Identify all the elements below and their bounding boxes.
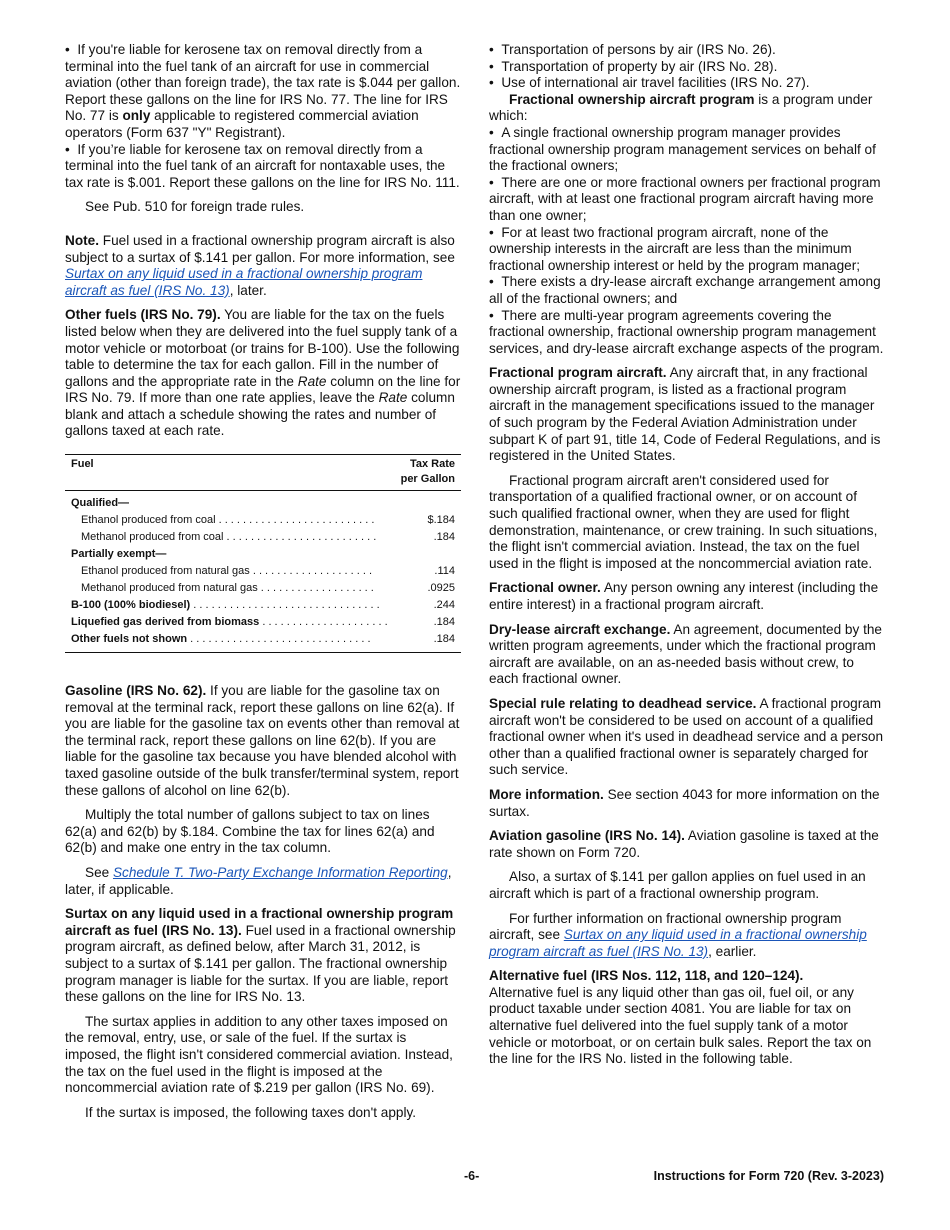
list-item: • Transportation of persons by air (IRS No. 26).: [489, 42, 886, 59]
table-row: Other fuels not shown . . . . . . . . . . . . . . . . . . . . . . . . . . . . . . .184: [65, 631, 461, 653]
note-paragraph: Note. Fuel used in a fractional ownership program aircraft is also subject to a surtax of $.141 per gallon. For more information, see Surtax on any liquid used in a fractional ownership program aircraft as fuel (IRS No. 13), later.: [65, 232, 455, 298]
multiply-paragraph: Multiply the total number of gallons subject to tax on lines 62(a) and 62(b) by $.184. Combine the tax for lines 62(a) and 62(b) and make one entry in the tax column.: [65, 807, 435, 856]
surtax-applies-paragraph: The surtax applies in addition to any other taxes imposed on the removal, entry, use, or sale of the fuel. If the surtax is imposed, the flight isn't considered commercial aviation. Instead, the tax on the fuel used in the flight is imposed at the noncommercial aviation rate of $.219 per gallon (IRS No. 69).: [65, 1013, 453, 1096]
form-title: Instructions for Form 720 (Rev. 3-2023): [653, 1169, 884, 1183]
fractional-program-aircraft-2: Fractional program aircraft aren't considered used for transportation of a qualified fractional owner, or on account of such qualified fractional owner, when they are used for flight demonstration, maintenance, or crew training. In such situations, the flight isn't commercial aviation. Instead, the tax on the fuel used in the flight is imposed at the noncommercial aviation rate.: [489, 472, 878, 571]
table-row: Ethanol produced from natural gas . . . . . . . . . . . . . . . . . . . . .114: [81, 565, 455, 578]
table-row: Methanol produced from natural gas . . . . . . . . . . . . . . . . . . . .0925: [81, 582, 455, 595]
fractional-program-aircraft: Fractional program aircraft. Any aircraft that, in any fractional ownership aircraft program, is listed as a fractional program aircraft in the management specifications issued to the manager of such program by the Federal Aviation Administration under subpart K of part 91, title 14, Code of Federal Regulations, and is registered in the United States.: [489, 365, 881, 464]
right-column: [489, 42, 886, 1076]
list-item: • Transportation of property by air (IRS No. 28).: [489, 59, 886, 76]
list-item: • A single fractional ownership program manager provides fractional ownership program management services on behalf of the fractional owners;: [489, 125, 886, 175]
deadhead-rule: Special rule relating to deadhead service. A fractional program aircraft won't be considered to be used on account of a qualified fractional owner when it's used in deadhead service and a person other than a qualified fractional owner is separately charged for such service.: [489, 695, 884, 778]
see-schedule-t: See Schedule T. Two-Party Exchange Information Reporting, later, if applicable.: [65, 865, 452, 897]
table-row: Qualified—: [71, 497, 130, 510]
schedule-t-link[interactable]: Schedule T. Two-Party Exchange Information Reporting: [112, 865, 448, 880]
column-header-fuel: Fuel: [65, 455, 394, 491]
kerosene-bullet-nontaxable: • If you’re liable for kerosene tax on removal directly from a terminal into the fuel tank of an aircraft for nontaxable uses, the tax rate is $.001. Report these gallons on the line for IRS No. 111.: [65, 142, 461, 192]
see-pub-510: See Pub. 510 for foreign trade rules.: [85, 199, 305, 215]
fractional-program-definition: Fractional ownership aircraft program is a program under which:: [489, 91, 873, 124]
surtax-paragraph: Surtax on any liquid used in a fractional ownership program aircraft as fuel (IRS No. 13). Fuel used in a fractional ownership program aircraft, as defined below, after March 31, 2012, is subject to a surtax of $.141 per gallon. The fractional ownership program manager is liable for the surtax. If you are liable, report these gallons on the line for IRS No. 13.: [65, 906, 456, 1005]
further-information: For further information on fractional ownership program aircraft, see Surtax on any liquid used in a fractional ownership program aircraft as fuel (IRS No. 13), earlier.: [489, 910, 867, 959]
table-row: Ethanol produced from coal . . . . . . . . . . . . . . . . . . . . . . . . . . $.184: [81, 514, 455, 527]
also-surtax: Also, a surtax of $.141 per gallon applies on fuel used in an aircraft which is part of a fractional ownership program.: [489, 869, 866, 901]
page-number: -6-: [464, 1169, 480, 1183]
surtax-link-earlier[interactable]: Surtax on any liquid used in a fractional ownership program aircraft as fuel (IRS No. 13): [489, 927, 867, 959]
column-header-tax-rate: Tax Rate per Gallon: [394, 455, 461, 491]
alternative-fuel: Alternative fuel (IRS Nos. 112, 118, and 120–124). Alternative fuel is any liquid other than gas oil, fuel oil, or any product taxable under section 4081. You are liable for tax on alternative fuel delivered into the fuel supply tank of a motor vehicle or motorboat, or on certain bulk sales. Report the tax on the line for the IRS No. listed in the following table.: [489, 968, 872, 1067]
if-surtax-paragraph: If the surtax is imposed, the following taxes don't apply.: [85, 1104, 417, 1120]
surtax-link[interactable]: Surtax on any liquid used in a fractional ownership program aircraft as fuel (IRS No. 13): [65, 266, 423, 298]
table-row: Methanol produced from coal . . . . . . . . . . . . . . . . . . . . . . . . . .184: [81, 531, 455, 544]
list-item: • There are multi-year program agreements covering the fractional ownership, fractional ownership program management services, and dry-lease aircraft exchange aspects of the program.: [489, 308, 886, 358]
dry-lease-exchange: Dry-lease aircraft exchange. An agreement, documented by the written program agreements, under which the fractional program aircraft are available, on an as-needed basis without crew, to each fractional owner.: [489, 621, 882, 687]
table-row: B-100 (100% biodiesel) . . . . . . . . . . . . . . . . . . . . . . . . . . . . . . . .244: [71, 599, 455, 612]
table-row: Partially exempt—: [71, 548, 167, 561]
list-item: • There exists a dry-lease aircraft exchange arrangement among all of the fractional owners; and: [489, 274, 886, 307]
fractional-owner: Fractional owner. Any person owning any interest (including the entire interest) in a fractional program aircraft.: [489, 580, 879, 612]
left-column: [65, 42, 461, 1129]
fuel-tax-rate-table: [65, 454, 461, 653]
more-information: More information. See section 4043 for more information on the surtax.: [489, 786, 880, 819]
table-row: Liquefied gas derived from biomass . . . . . . . . . . . . . . . . . . . . . .184: [71, 616, 455, 629]
kerosene-bullet-commercial: • If you're liable for kerosene tax on removal directly from a terminal into the fuel tank of an aircraft for use in commercial aviation (other than foreign trade), the tax rate is $.044 per gallon. Report these gallons on the line for IRS No. 77. The line for IRS No. 77 is only applicable to registered commercial aviation operators (Form 637 "Y" Registrant).: [65, 42, 461, 142]
aviation-gasoline: Aviation gasoline (IRS No. 14). Aviation gasoline is taxed at the rate shown on Form 720.: [489, 828, 879, 860]
list-item: • Use of international air travel facilities (IRS No. 27).: [489, 75, 886, 92]
other-fuels-paragraph: Other fuels (IRS No. 79). You are liable for the tax on the fuels listed below when they are delivered into the fuel supply tank of a motor vehicle or motorboat (or trains for B-100). Use the following table to determine the tax for each gallon. Fill in the number of gallons and the appropriate rate in the Rate column on the line for IRS No. 79. If more than one rate applies, leave the Rate column blank and attach a schedule showing the rates and number of gallons taxed at each rate.: [65, 307, 461, 439]
gasoline-paragraph: Gasoline (IRS No. 62). If you are liable for the gasoline tax on removal at the terminal rack, report these gallons on line 62(a). If you are liable for the gasoline tax on events other than removal at the terminal rack, report these gallons on line 62(b). If you are liable for the gasoline tax because you have blended alcohol with taxed gasoline outside of the bulk transfer/terminal system, report these gallons of alcohol on line 62(b).: [65, 683, 460, 798]
list-item: • There are one or more fractional owners per fractional program aircraft, with at least one fractional program aircraft having more than one owner;: [489, 175, 886, 225]
list-item: • For at least two fractional program aircraft, none of the ownership interests in the aircraft are less than the minimum fractional ownership interest or held by the program manager;: [489, 225, 886, 275]
